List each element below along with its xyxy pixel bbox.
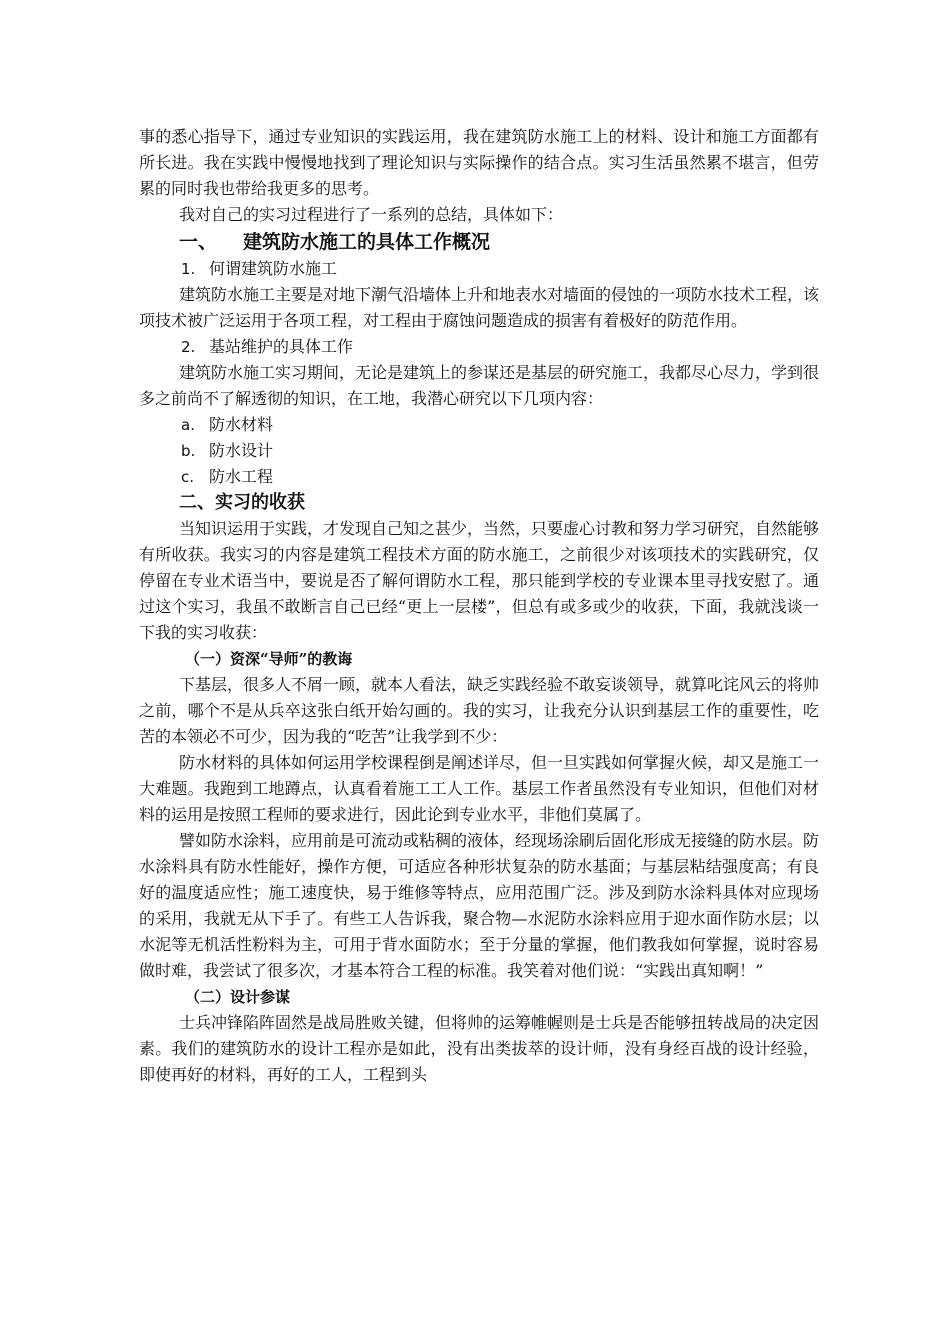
list-marker: 1. xyxy=(181,260,196,278)
paragraph: 当知识运用于实践，才发现自己知之甚少，当然，只要虚心讨教和努力学习研究，自然能够有所收获。我实习的内容是建筑工程技术方面的防水施工，之前很少对该项技术的实践研究，仅停留在专业术语当中，要说是否了解何谓防水工程，那只能到学校的专业课本里寻找安慰了。通过这个实习，我虽不敢断言自己已经“更上一层楼”，但总有或多或少的收获，下面，我就浅谈一下我的实习收获： xyxy=(139,519,820,642)
list-marker: b. xyxy=(181,442,196,460)
list-item xyxy=(139,464,819,490)
paragraph: 我对自己的实习过程进行了一系列的总结，具体如下： xyxy=(179,205,564,224)
subsection-heading: （二）设计参谋 xyxy=(185,988,291,1006)
list-marker: 2. xyxy=(181,338,196,356)
paragraph: 譬如防水涂料，应用前是可流动或粘稠的液体，经现场涂刷后固化形成无接缝的防水层。防水涂料具有防水性能好，操作方便，可适应各种形状复杂的防水基面；与基层粘结强度高；有良好的温度适应性；施工速度快，易于维修等特点，应用范围广泛。涉及到防水涂料具体对应现场的采用，我就无从下手了。有些工人告诉我，聚合物—水泥防水涂料应用于迎水面作防水层；以水泥等无机活性粉料为主，可用于背水面防水；至于分量的掌握，他们教我如何掌握，说时容易做时难，我尝试了很多次，才基本符合工程的标准。我笑着对他们说：“实践出真知啊！” xyxy=(139,831,820,980)
paragraph: 事的悉心指导下，通过专业知识的实践运用，我在建筑防水施工上的材料、设计和施工方面都有所长进。我在实践中慢慢地找到了理论知识与实际操作的结合点。实习生活虽然累不堪言，但劳累的同时我也带给我更多的思考。 xyxy=(139,127,819,198)
paragraph: 士兵冲锋陷阵固然是战局胜败关键，但将帅的运筹帷幄则是士兵是否能够扭转战局的决定因素。我们的建筑防水的设计工程亦是如此，没有出类拔萃的设计师，没有身经百战的设计经验，即使再好的材料，再好的工人，工程到头 xyxy=(139,1013,820,1084)
list-item xyxy=(139,334,819,360)
paragraph: 建筑防水施工主要是对地下潮气沿墙体上升和地表水对墙面的侵蚀的一项防水技术工程，该项技术被广泛运用于各项工程，对工程由于腐蚀问题造成的损害有着极好的防范作用。 xyxy=(139,285,820,330)
list-item-text: 防水材料 xyxy=(209,415,274,434)
list-item xyxy=(139,438,819,464)
list-marker: a. xyxy=(181,416,195,434)
list-item-text: 防水设计 xyxy=(209,441,274,460)
paragraph: 防水材料的具体如何运用学校课程倒是阐述详尽，但一旦实践如何掌握火候，却又是施工一大难题。我跑到工地蹲点，认真看着施工工人工作。基层工作者虽然没有专业知识，但他们对材料的运用是按照工程师的要求进行，因此论到专业水平，非他们莫属了。 xyxy=(139,753,820,824)
list-item xyxy=(139,412,819,438)
document-body xyxy=(139,120,819,1088)
section-heading-2: 二、实习的收获 xyxy=(179,492,305,513)
subsection-heading: （一）资深“导师”的教诲 xyxy=(185,650,353,668)
paragraph: 下基层，很多人不屑一顾，就本人看法，缺乏实践经验不敢妄谈领导，就算叱诧风云的将帅之前，哪个不是从兵卒这张白纸开始勾画的。我的实习，让我充分认识到基层工作的重要性，吃苦的本领必不可少，因为我的“吃苦”让我学到不少： xyxy=(139,675,820,746)
list-item-text: 基站维护的具体工作 xyxy=(209,337,354,356)
paragraph: 建筑防水施工实习期间，无论是建筑上的参谋还是基层的研究施工，我都尽心尽力，学到很多之前尚不了解透彻的知识，在工地，我潜心研究以下几项内容： xyxy=(139,363,820,408)
list-marker: c. xyxy=(181,468,195,486)
list-item-text: 防水工程 xyxy=(209,467,274,486)
section-title: 建筑防水施工的具体工作概况 xyxy=(243,231,491,253)
section-number: 一、 xyxy=(179,231,218,253)
list-item-text: 何谓建筑防水施工 xyxy=(209,259,338,278)
section-heading-1 xyxy=(139,228,819,256)
list-item xyxy=(139,256,819,282)
